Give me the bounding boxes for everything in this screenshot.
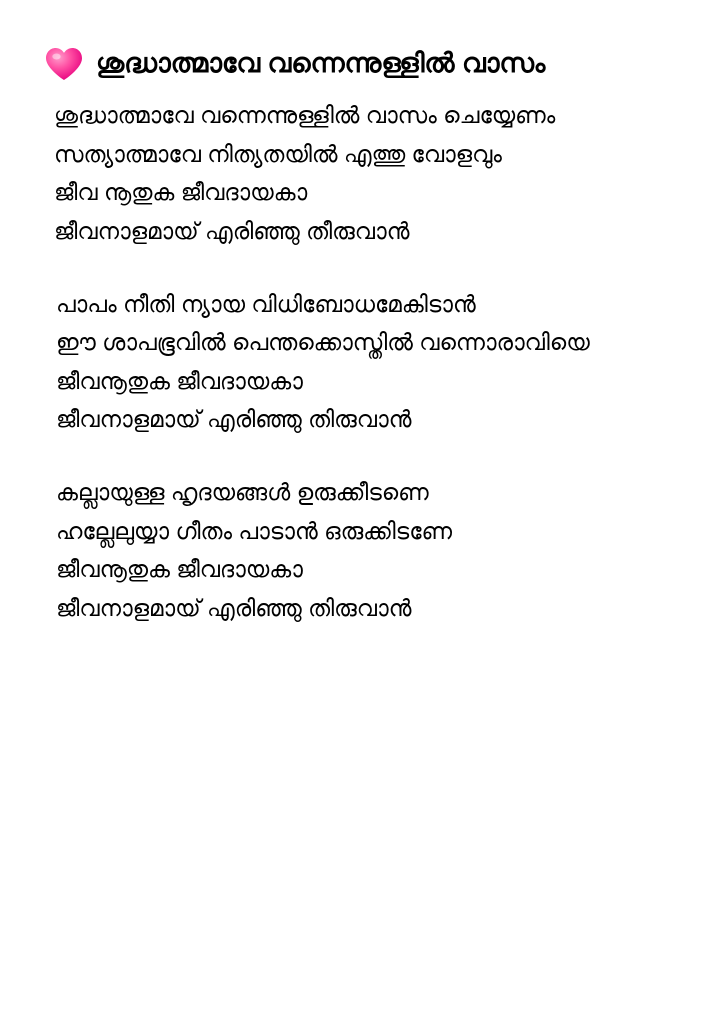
lyric-line: ജീവ നൂതുക ജീവദായകാ — [54, 179, 308, 206]
stanza-1 — [44, 96, 684, 251]
lyric-line: കല്ലായുള്ള ഹൃദയങ്ങൾ ഉരുക്കീടണെ — [56, 479, 429, 505]
lyric-line: പാപം നീതി ന്യായ വിധിബോധമേകിടാൻ — [56, 290, 476, 317]
lyric-line: ഈ ശാപഭൂവിൽ പെന്തക്കൊസ്തിൽ വന്നൊരാവിയെ — [56, 329, 590, 356]
lyric-line: സത്യാത്മാവേ നിത്യതയിൽ എത്തു വോളവും — [54, 140, 502, 167]
document-title-row — [44, 46, 684, 82]
lyric-line: ശുദ്ധാത്മാവേ വന്നെന്നുള്ളിൽ വാസം ചെയ്യേണം — [54, 102, 556, 128]
lyric-line: ജീവനൂതുക ജീവദായകാ — [56, 367, 303, 394]
lyric-line: ജീവനൂതുക ജീവദായകാ — [56, 556, 303, 583]
lyric-line: ജീവനാളമായ് എരിഞ്ഞു തിരുവാൻ — [56, 594, 412, 621]
lyric-line: ജീവനാളമായ് എരിഞ്ഞു തീരുവാൻ — [54, 217, 410, 244]
lyric-line: ഹല്ലേലുയ്യാ ഗീതം പാടാൻ ഒരുക്കിടണേ — [56, 517, 453, 544]
heart-icon — [44, 46, 84, 82]
lyric-line: ജീവനാളമായ് എരിഞ്ഞു തിരുവാൻ — [56, 406, 412, 433]
stanza-3 — [44, 473, 684, 628]
page-title: ശുദ്ധാത്മാവേ വന്നെന്നുള്ളിൽ വാസം — [96, 48, 546, 79]
stanza-2 — [44, 285, 684, 440]
